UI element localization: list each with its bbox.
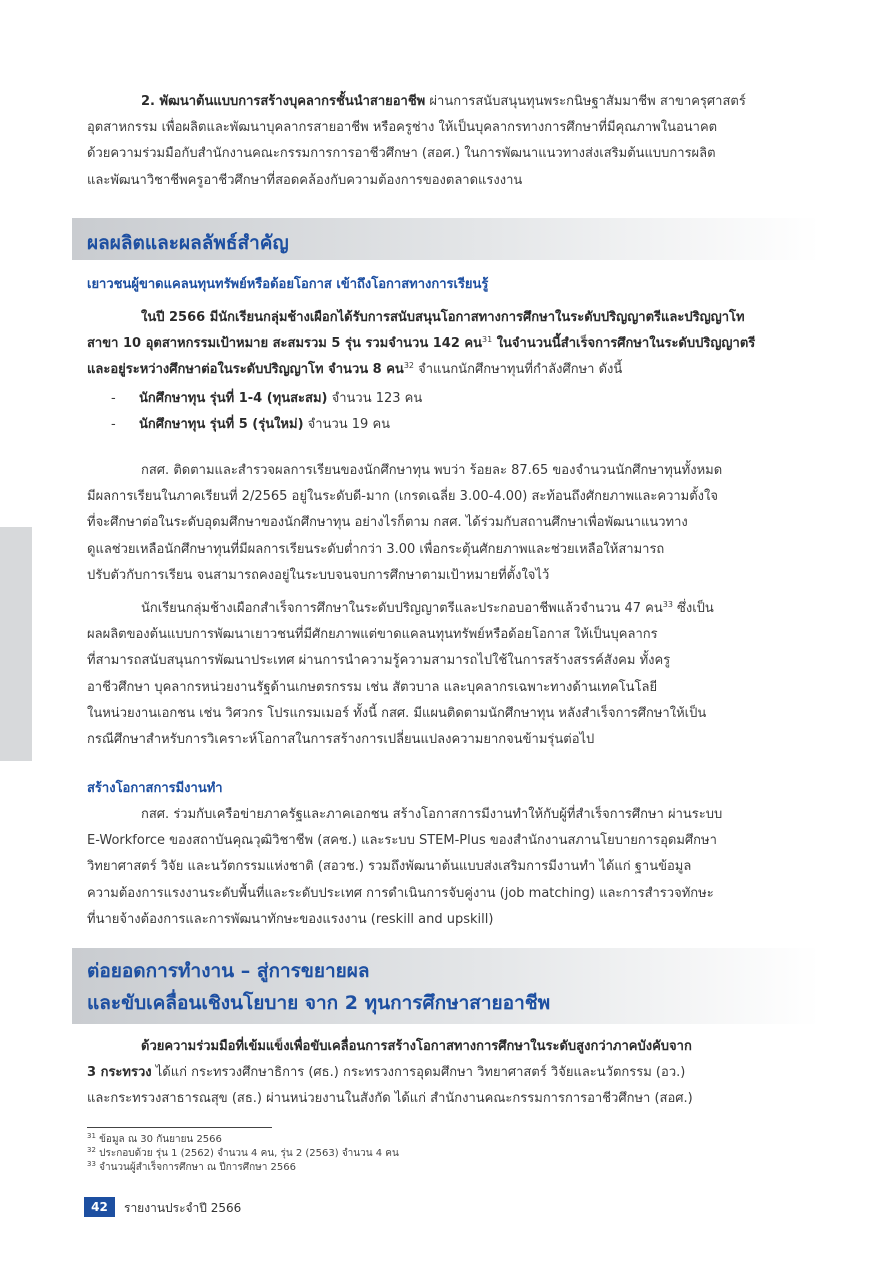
footnote-ref-32: 32 — [403, 361, 414, 371]
footnote-33: $^{33}$ จำนวนผู้สำเร็จการศึกษา ณ ปีการศึกษา 2566 — [87, 1160, 296, 1173]
intro-bold-lead: 2. พัฒนาต้นแบบการสร้างบุคลากรชั้นนำสายอาชีพ — [141, 94, 426, 109]
employment-paragraph: กสศ. ร่วมกับเครือข่ายภาครัฐและภาคเอกชน สร้างโอกาสการมีงานทำให้กับผู้ที่สำเร็จการศึกษา ผ่านระบบ E-Workforce ของสถาบันคุณวุฒิวิชาชีพ (สคช.) และระบบ STEM-Plus ของสำนักงานสภานโยบายการอุดมศึกษา วิทยาศาสตร์ วิจัย และนวัตกรรมแห่งชาติ (สอวช.) รวมถึงพัฒนาต้นแบบส่งเสริมการมีงานทำ ได้แก่ ฐานข้อมูล ความต้องการแรงงานระดับพื้นที่และระดับประเทศ การดำเนินการจับคู่งาน (job matching) และการสำรวจทักษะ ที่นายจ้างต้องการและการพัฒนาทักษะของแรงงาน (reskill and upskill) — [87, 807, 723, 927]
intro-line-1: 2. พัฒนาต้นแบบการสร้างบุคลากรชั้นนำสายอาชีพ ผ่านการสนับสนุนทุนพระกนิษฐาสัมมาชีพ สาขาครุศาสตร์ — [141, 94, 746, 109]
section-header-outputs — [72, 218, 820, 260]
footnote-32: $^{32}$ ประกอบด้วย รุ่น 1 (2562) จำนวน 4 คน, รุ่น 2 (2563) จำนวน 4 คน — [87, 1146, 399, 1159]
section-title-line-1: ต่อยอดการทำงาน – สู่การขยายผล — [87, 960, 370, 982]
cooperation-paragraph: ด้วยความร่วมมือที่เข้มแข็งเพื่อขับเคลื่อนการสร้างโอกาสทางการศึกษาในระดับสูงกว่าภาคบังคับจาก 3 กระทรวง ได้แก่ กระทรวงศึกษาธิการ (ศธ.) กระทรวงการอุดมศึกษา วิทยาศาสตร์ วิจัยและนวัตกรรม (อว.) และกระทรวงสาธารณสุข (สธ.) ผ่านหน่วยงานในสังกัด ได้แก่ สำนักงานคณะกรรมการการอาชีวศึกษา (สอศ.) — [87, 1039, 693, 1107]
students-paragraph — [87, 305, 807, 384]
report-title: รายงานประจำปี 2566 — [124, 1201, 242, 1215]
intro-paragraph — [87, 89, 807, 194]
students-line-3: และอยู่ระหว่างศึกษาต่อในระดับปริญญาโท จำนวน 8 คน$^{32}$ จำแนกนักศึกษาทุนที่กำลังศึกษา ดังนี้ — [87, 361, 623, 378]
side-tab — [0, 527, 32, 761]
bullet-dash: - — [111, 391, 116, 406]
page-number: 42 — [84, 1197, 115, 1217]
footnotes — [87, 1133, 399, 1175]
subheading-employment: สร้างโอกาสการมีงานทำ — [87, 781, 223, 796]
section-title-outputs: ผลผลิตและผลลัพธ์สำคัญ — [87, 232, 289, 254]
footnote-ref-31: 31 — [481, 335, 493, 345]
footnote-31: $^{31}$ ข้อมูล ณ 30 กันยายน 2566 — [87, 1132, 222, 1145]
bullet-dash: - — [111, 417, 116, 432]
scholarship-bullets — [111, 386, 422, 438]
bullet-item: - นักศึกษาทุน รุ่นที่ 1-4 (ทุนสะสม) จำนวน 123 คน — [111, 386, 422, 412]
section-header-expansion — [72, 948, 820, 1024]
subheading-disadvantaged-youth: เยาวชนผู้ขาดแคลนทุนทรัพย์หรือด้อยโอกาส เข้าถึงโอกาสทางการเรียนรู้ — [87, 277, 489, 292]
footnote-divider — [87, 1127, 272, 1128]
students-line-1: ในปี 2566 มีนักเรียนกลุ่มช้างเผือกได้รับการสนับสนุนโอกาสทางการศึกษาในระดับปริญญาตรีและปริญญาโท — [141, 310, 745, 325]
section-title-line-2: และขับเคลื่อนเชิงนโยบาย จาก 2 ทุนการศึกษาสายอาชีพ — [87, 992, 551, 1014]
intro-line-4: และพัฒนาวิชาชีพครูอาชีวศึกษาที่สอดคล้องกับความต้องการของตลาดแรงงาน — [87, 172, 523, 188]
tracking-paragraph: กสศ. ติดตามและสำรวจผลการเรียนของนักศึกษาทุน พบว่า ร้อยละ 87.65 ของจำนวนนักศึกษาทุนทั้งหมด มีผลการเรียนในภาคเรียนที่ 2/2565 อยู่ในระดับดี-มาก (เกรดเฉลี่ย 3.00-4.00) สะท้อนถึงศักยภาพและความตั้งใจ ที่จะศึกษาต่อในระดับอุดมศึกษาของนักศึกษาทุน อย่างไรก็ตาม กสศ. ได้ร่วมกับสถานศึกษาเพื่อพัฒนาแนวทาง ดูแลช่วยเหลือนักศึกษาทุนที่มีผลการเรียนระดับต่ำกว่า 3.00 เพื่อกระตุ้นศักยภาพและช่วยเหลือให้สามารถ ปรับตัวกับการเรียน จนสามารถคงอยู่ในระบบจนจบการศึกษาตามเป้าหมายที่ตั้งใจไว้ — [87, 463, 723, 583]
graduates-paragraph: นักเรียนกลุ่มช้างเผือกสำเร็จการศึกษาในระดับปริญญาตรีและประกอบอาชีพแล้วจำนวน 47 คน$^{33}$ ซึ่งเป็น ผลผลิตของต้นแบบการพัฒนาเยาวชนที่มีศักยภาพแต่ขาดแคลนทุนทรัพย์หรือด้อยโอกาส ให้เป็นบุคลากร ที่สามารถสนับสนุนการพัฒนาประเทศ ผ่านการนำความรู้ความสามารถไปใช้ในการสร้างสรรค์สังคม ทั้งครู อาชีวศึกษา บุคลากรหน่วยงานรัฐด้านเกษตรกรรม เช่น สัตวบาล และบุคลากรเฉพาะทางด้านเทคโนโลยี ในหน่วยงานเอกชน เช่น วิศวกร โปรแกรมเมอร์ ทั้งนี้ กสศ. มีแผนติดตามนักศึกษาทุน หลังสำเร็จการศึกษาให้เป็น กรณีศึกษาสำหรับการวิเคราะห์โอกาสในการสร้างการเปลี่ยนแปลงความยากจนข้ามรุ่นต่อไป — [87, 600, 714, 748]
students-line-2: สาขา 10 อุตสาหกรรมเป้าหมาย สะสมรวม 5 รุ่น รวมจำนวน 142 คน$^{31}$ ในจำนวนนี้สำเร็จการศึกษาในระดับปริญญาตรี — [87, 335, 756, 352]
bullet-item: - นักศึกษาทุน รุ่นที่ 5 (รุ่นใหม่) จำนวน 19 คน — [111, 412, 422, 438]
intro-line-3: ด้วยความร่วมมือกับสำนักงานคณะกรรมการการอาชีวศึกษา (สอศ.) ในการพัฒนาแนวทางส่งเสริมต้นแบบการผลิต — [87, 146, 716, 162]
footnote-ref-33: 33 — [662, 600, 673, 609]
intro-line-2: อุตสาหกรรม เพื่อผลิตและพัฒนาบุคลากรสายอาชีพ หรือครูช่าง ให้เป็นบุคลากรทางการศึกษาที่มีคุณภาพในอนาคต — [87, 120, 718, 136]
